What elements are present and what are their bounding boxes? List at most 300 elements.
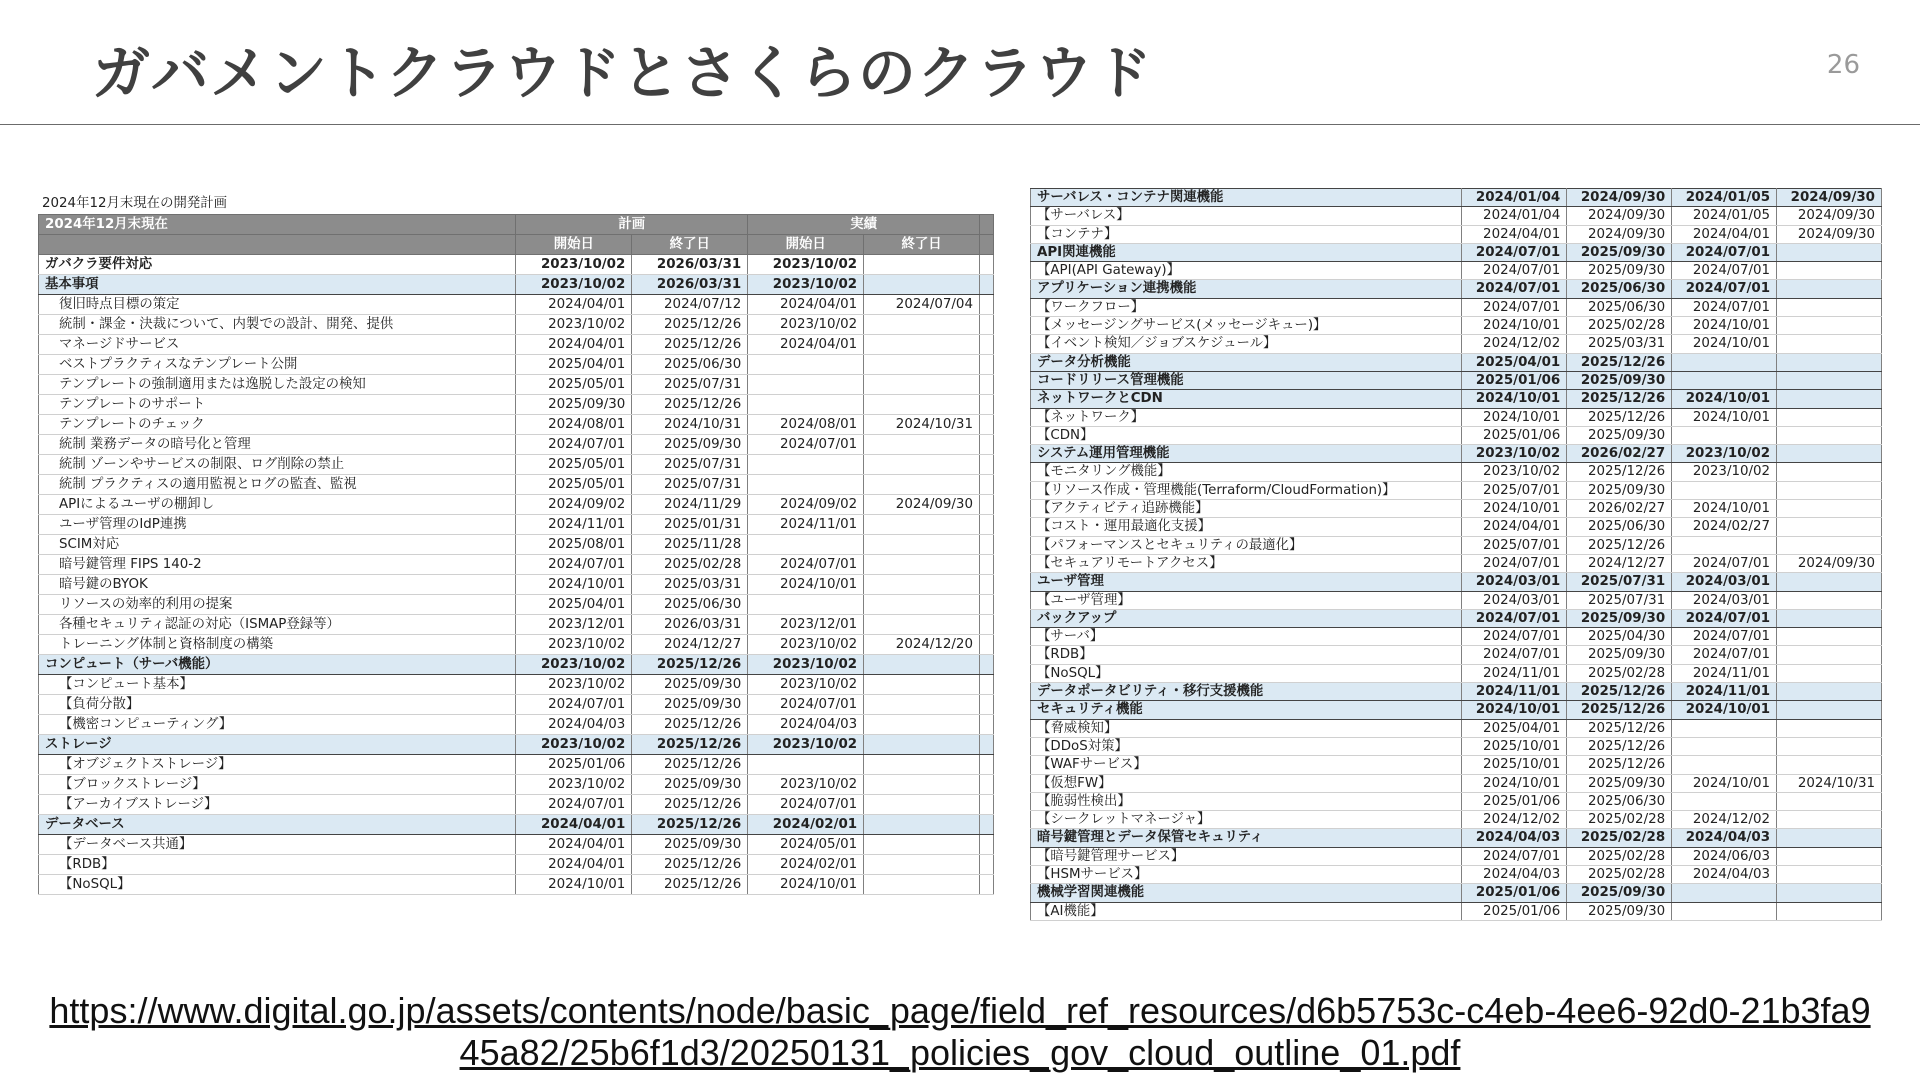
table-group-row	[1031, 371, 1882, 389]
plan-end-cell: 2025/12/26	[632, 315, 748, 335]
table-row	[39, 395, 994, 415]
table-row	[1031, 262, 1882, 280]
actual-start-cell	[1672, 737, 1777, 755]
plan-start-cell: 2024/09/02	[516, 495, 632, 515]
actual-start-cell: 2024/07/01	[748, 695, 864, 715]
plan-start-cell: 2023/10/02	[516, 275, 632, 295]
table-row	[39, 375, 994, 395]
plan-end-cell: 2025/12/26	[1567, 737, 1672, 755]
actual-end-cell	[864, 815, 980, 835]
plan-end-cell: 2025/12/26	[1567, 390, 1672, 408]
plan-start-cell: 2024/11/01	[1462, 664, 1567, 682]
actual-start-cell: 2024/05/01	[748, 835, 864, 855]
table-row	[39, 875, 994, 895]
plan-start-cell: 2024/07/01	[1462, 847, 1567, 865]
actual-start-cell	[1672, 902, 1777, 920]
plan-start-cell: 2024/07/01	[1462, 262, 1567, 280]
row-name-cell: 【API(API Gateway)】	[1031, 262, 1462, 280]
plan-start-cell: 2023/10/02	[1462, 445, 1567, 463]
actual-start-cell: 2024/03/01	[1672, 591, 1777, 609]
actual-start-cell	[748, 375, 864, 395]
actual-end-cell	[864, 275, 980, 295]
header-actual-end: 終了日	[864, 235, 980, 255]
table-row	[1031, 317, 1882, 335]
row-name-cell: システム運用管理機能	[1031, 445, 1462, 463]
actual-end-cell	[1777, 792, 1882, 810]
actual-end-cell	[1777, 719, 1882, 737]
plan-end-cell: 2025/02/28	[1567, 865, 1672, 883]
plan-start-cell: 2025/09/30	[516, 395, 632, 415]
plan-start-cell: 2024/07/01	[516, 555, 632, 575]
table-row	[39, 335, 994, 355]
table-row	[1031, 554, 1882, 572]
row-name-cell: リソースの効率的利用の提案	[39, 595, 516, 615]
plan-start-cell: 2024/10/01	[516, 875, 632, 895]
table-row	[1031, 792, 1882, 810]
spacer-cell	[979, 755, 993, 775]
plan-end-cell: 2025/12/26	[1567, 719, 1672, 737]
plan-start-cell: 2025/01/06	[1462, 884, 1567, 902]
plan-end-cell: 2025/09/30	[1567, 884, 1672, 902]
table-group-row	[1031, 683, 1882, 701]
plan-start-cell: 2023/10/02	[516, 675, 632, 695]
schedule-table-right	[1030, 188, 1882, 921]
table-row	[1031, 719, 1882, 737]
actual-end-cell	[1777, 573, 1882, 591]
row-name-cell: 【セキュアリモートアクセス】	[1031, 554, 1462, 572]
plan-end-cell: 2025/09/30	[1567, 371, 1672, 389]
table-row	[1031, 463, 1882, 481]
actual-end-cell: 2024/10/31	[864, 415, 980, 435]
plan-start-cell: 2025/01/06	[516, 755, 632, 775]
table-row	[39, 295, 994, 315]
row-name-cell: 【ブロックストレージ】	[39, 775, 516, 795]
plan-end-cell: 2025/12/26	[1567, 408, 1672, 426]
actual-end-cell	[1777, 426, 1882, 444]
source-link[interactable]: https://www.digital.go.jp/assets/contents/node/basic_page/field_ref_resources/d6b5753c-c4eb-4ee6-92d0-21b3fa945a82/25b6f1d3/20250131_policies_gov_cloud_outline_01.pdf	[49, 990, 1871, 1073]
row-name-cell: 【WAFサービス】	[1031, 756, 1462, 774]
table-group-row	[39, 735, 994, 755]
table-row	[39, 635, 994, 655]
plan-end-cell: 2025/02/28	[1567, 811, 1672, 829]
table-group-row	[1031, 884, 1882, 902]
row-name-cell: 【脆弱性検出】	[1031, 792, 1462, 810]
actual-start-cell: 2023/10/02	[748, 255, 864, 275]
actual-end-cell	[1777, 701, 1882, 719]
actual-end-cell: 2024/10/31	[1777, 774, 1882, 792]
actual-start-cell: 2024/07/01	[748, 435, 864, 455]
plan-start-cell: 2024/04/03	[1462, 865, 1567, 883]
plan-end-cell: 2025/12/26	[1567, 463, 1672, 481]
table-group-row	[39, 655, 994, 675]
actual-start-cell: 2024/06/03	[1672, 847, 1777, 865]
row-name-cell: バックアップ	[1031, 609, 1462, 627]
row-name-cell: データベース	[39, 815, 516, 835]
plan-end-cell: 2025/04/30	[1567, 628, 1672, 646]
plan-end-cell: 2025/09/30	[632, 695, 748, 715]
actual-end-cell	[864, 855, 980, 875]
actual-start-cell: 2023/10/02	[748, 635, 864, 655]
plan-end-cell: 2025/07/31	[632, 375, 748, 395]
spacer-cell	[979, 495, 993, 515]
row-name-cell: トレーニング体制と資格制度の構築	[39, 635, 516, 655]
table-row	[39, 675, 994, 695]
actual-start-cell: 2024/07/01	[748, 555, 864, 575]
plan-end-cell: 2025/12/26	[632, 395, 748, 415]
header-plan: 計画	[516, 215, 748, 235]
row-name-cell: 【コンテナ】	[1031, 225, 1462, 243]
row-name-cell: 【サーバ】	[1031, 628, 1462, 646]
plan-end-cell: 2024/12/27	[1567, 554, 1672, 572]
plan-start-cell: 2025/05/01	[516, 475, 632, 495]
actual-start-cell: 2024/07/01	[1672, 554, 1777, 572]
plan-end-cell: 2025/07/31	[1567, 573, 1672, 591]
actual-start-cell: 2024/10/01	[1672, 774, 1777, 792]
actual-start-cell: 2024/04/01	[748, 295, 864, 315]
table-group-row	[1031, 243, 1882, 261]
actual-start-cell	[1672, 353, 1777, 371]
row-name-cell: データポータビリティ・移行支援機能	[1031, 683, 1462, 701]
header-actual: 実績	[748, 215, 980, 235]
table-row	[1031, 646, 1882, 664]
row-name-cell: ユーザ管理のIdP連携	[39, 515, 516, 535]
actual-end-cell	[1777, 829, 1882, 847]
table-row	[1031, 865, 1882, 883]
plan-start-cell: 2025/05/01	[516, 455, 632, 475]
table-row	[1031, 847, 1882, 865]
plan-end-cell: 2024/11/29	[632, 495, 748, 515]
spacer-cell	[979, 415, 993, 435]
plan-start-cell: 2024/04/01	[516, 835, 632, 855]
actual-end-cell	[1777, 298, 1882, 316]
row-name-cell: サーバレス・コンテナ関連機能	[1031, 189, 1462, 207]
plan-end-cell: 2025/12/26	[1567, 536, 1672, 554]
row-name-cell: 【HSMサービス】	[1031, 865, 1462, 883]
table-row	[1031, 536, 1882, 554]
actual-end-cell	[864, 455, 980, 475]
spacer-cell	[979, 255, 993, 275]
table-row	[1031, 207, 1882, 225]
actual-start-cell: 2024/07/01	[1672, 262, 1777, 280]
spacer-cell	[979, 475, 993, 495]
actual-end-cell	[864, 675, 980, 695]
actual-end-cell	[1777, 591, 1882, 609]
row-name-cell: 【モニタリング機能】	[1031, 463, 1462, 481]
plan-end-cell: 2026/02/27	[1567, 500, 1672, 518]
plan-start-cell: 2025/04/01	[516, 595, 632, 615]
table-row	[1031, 591, 1882, 609]
plan-start-cell: 2025/10/01	[1462, 756, 1567, 774]
plan-start-cell: 2023/10/02	[516, 775, 632, 795]
plan-start-cell: 2024/04/01	[516, 855, 632, 875]
plan-end-cell: 2025/02/28	[632, 555, 748, 575]
actual-start-cell	[748, 595, 864, 615]
header-plan-start: 開始日	[516, 235, 632, 255]
spacer-cell	[979, 355, 993, 375]
plan-start-cell: 2024/03/01	[1462, 573, 1567, 591]
plan-end-cell: 2025/09/30	[632, 835, 748, 855]
plan-start-cell: 2025/01/06	[1462, 371, 1567, 389]
spacer-cell	[979, 815, 993, 835]
spacer-cell	[979, 335, 993, 355]
table-group-row	[39, 275, 994, 295]
actual-start-cell: 2024/07/01	[1672, 243, 1777, 261]
table-group-row	[1031, 573, 1882, 591]
table-row	[1031, 426, 1882, 444]
table-caption: 2024年12月末現在の開発計画	[42, 196, 228, 211]
table-row	[1031, 737, 1882, 755]
actual-end-cell	[1777, 500, 1882, 518]
actual-end-cell	[1777, 646, 1882, 664]
plan-start-cell: 2025/01/06	[1462, 426, 1567, 444]
table-row	[1031, 225, 1882, 243]
actual-end-cell	[864, 615, 980, 635]
plan-start-cell: 2025/08/01	[516, 535, 632, 555]
row-name-cell: 機械学習関連機能	[1031, 884, 1462, 902]
row-name-cell: 【サーバレス】	[1031, 207, 1462, 225]
table-row	[39, 435, 994, 455]
plan-start-cell: 2025/01/06	[1462, 792, 1567, 810]
plan-end-cell: 2025/11/28	[632, 535, 748, 555]
table-row	[39, 455, 994, 475]
actual-start-cell: 2024/01/05	[1672, 189, 1777, 207]
row-name-cell: 【ユーザ管理】	[1031, 591, 1462, 609]
page-number: 26	[1826, 50, 1860, 80]
plan-start-cell: 2024/08/01	[516, 415, 632, 435]
actual-end-cell	[1777, 865, 1882, 883]
spacer-cell	[979, 775, 993, 795]
row-name-cell: 【アーカイブストレージ】	[39, 795, 516, 815]
actual-start-cell: 2024/11/01	[1672, 683, 1777, 701]
actual-end-cell	[1777, 884, 1882, 902]
actual-start-cell: 2023/10/02	[1672, 463, 1777, 481]
plan-start-cell: 2024/10/01	[1462, 500, 1567, 518]
slide-title: ガバメントクラウドとさくらのクラウド	[92, 39, 1153, 107]
spacer-cell	[979, 855, 993, 875]
actual-end-cell	[864, 575, 980, 595]
actual-end-cell	[864, 335, 980, 355]
plan-start-cell: 2024/03/01	[1462, 591, 1567, 609]
table-row	[39, 855, 994, 875]
table-group-row	[39, 255, 994, 275]
actual-end-cell	[1777, 518, 1882, 536]
plan-start-cell: 2024/04/03	[1462, 829, 1567, 847]
row-name-cell: 【負荷分散】	[39, 695, 516, 715]
actual-start-cell: 2023/10/02	[748, 275, 864, 295]
actual-end-cell	[1777, 262, 1882, 280]
actual-start-cell: 2024/10/01	[1672, 390, 1777, 408]
table-row	[1031, 902, 1882, 920]
row-name-cell: 【RDB】	[39, 855, 516, 875]
actual-end-cell	[1777, 847, 1882, 865]
table-row	[39, 495, 994, 515]
plan-start-cell: 2024/04/01	[1462, 518, 1567, 536]
actual-start-cell: 2024/04/03	[748, 715, 864, 735]
table-row	[1031, 481, 1882, 499]
plan-start-cell: 2024/10/01	[1462, 390, 1567, 408]
spacer-cell	[979, 635, 993, 655]
actual-start-cell: 2023/10/02	[1672, 445, 1777, 463]
row-name-cell: 【コンピュート基本】	[39, 675, 516, 695]
plan-start-cell: 2024/07/01	[516, 795, 632, 815]
row-name-cell: セキュリティ機能	[1031, 701, 1462, 719]
actual-end-cell: 2024/09/30	[1777, 207, 1882, 225]
row-name-cell: 【DDoS対策】	[1031, 737, 1462, 755]
actual-start-cell: 2024/09/02	[748, 495, 864, 515]
plan-start-cell: 2025/10/01	[1462, 737, 1567, 755]
row-name-cell: 【機密コンピューティング】	[39, 715, 516, 735]
plan-end-cell: 2025/12/26	[632, 855, 748, 875]
plan-end-cell: 2024/09/30	[1567, 189, 1672, 207]
row-name-cell: 統制 プラクティスの適用監視とログの監査、監視	[39, 475, 516, 495]
plan-start-cell: 2024/07/01	[1462, 298, 1567, 316]
plan-start-cell: 2024/10/01	[1462, 408, 1567, 426]
actual-end-cell	[1777, 756, 1882, 774]
row-name-cell: ベストプラクティスなテンプレート公開	[39, 355, 516, 375]
plan-end-cell: 2025/02/28	[1567, 664, 1672, 682]
header-actual-start: 開始日	[748, 235, 864, 255]
plan-start-cell: 2024/10/01	[1462, 317, 1567, 335]
plan-end-cell: 2025/12/26	[1567, 756, 1672, 774]
row-name-cell: ストレージ	[39, 735, 516, 755]
actual-end-cell	[864, 595, 980, 615]
table-row	[1031, 335, 1882, 353]
actual-end-cell	[864, 735, 980, 755]
row-name-cell: アプリケーション連携機能	[1031, 280, 1462, 298]
plan-start-cell: 2025/04/01	[1462, 353, 1567, 371]
spacer-cell	[979, 535, 993, 555]
spacer-cell	[979, 315, 993, 335]
plan-start-cell: 2024/07/01	[516, 435, 632, 455]
plan-end-cell: 2025/02/28	[1567, 317, 1672, 335]
plan-end-cell: 2025/12/26	[1567, 683, 1672, 701]
row-name-cell: 基本事項	[39, 275, 516, 295]
plan-start-cell: 2024/07/01	[1462, 609, 1567, 627]
actual-start-cell: 2023/12/01	[748, 615, 864, 635]
plan-start-cell: 2025/04/01	[516, 355, 632, 375]
actual-end-cell	[1777, 390, 1882, 408]
table-row	[1031, 774, 1882, 792]
actual-end-cell	[1777, 481, 1882, 499]
spacer-cell	[979, 595, 993, 615]
actual-end-cell	[864, 875, 980, 895]
plan-end-cell: 2024/09/30	[1567, 225, 1672, 243]
actual-end-cell: 2024/09/30	[864, 495, 980, 515]
actual-start-cell: 2024/07/01	[1672, 298, 1777, 316]
plan-start-cell: 2024/12/02	[1462, 811, 1567, 829]
actual-start-cell: 2024/10/01	[748, 575, 864, 595]
table-group-row	[1031, 353, 1882, 371]
actual-start-cell	[748, 455, 864, 475]
actual-end-cell	[864, 775, 980, 795]
plan-start-cell: 2025/07/01	[1462, 481, 1567, 499]
spacer-cell	[979, 695, 993, 715]
spacer-cell	[979, 735, 993, 755]
actual-start-cell: 2024/04/03	[1672, 829, 1777, 847]
spacer-cell	[979, 655, 993, 675]
actual-end-cell	[1777, 445, 1882, 463]
row-name-cell: ガバクラ要件対応	[39, 255, 516, 275]
table-row	[39, 715, 994, 735]
plan-end-cell: 2025/12/26	[632, 735, 748, 755]
plan-start-cell: 2024/04/01	[1462, 225, 1567, 243]
table-row	[39, 695, 994, 715]
actual-end-cell	[864, 535, 980, 555]
table-row	[39, 555, 994, 575]
plan-end-cell: 2025/12/26	[632, 795, 748, 815]
spacer-cell	[979, 835, 993, 855]
table-row	[1031, 298, 1882, 316]
plan-end-cell: 2025/02/28	[1567, 829, 1672, 847]
spacer-cell	[979, 375, 993, 395]
row-name-cell: 暗号鍵管理 FIPS 140-2	[39, 555, 516, 575]
row-name-cell: 【リソース作成・管理機能(Terraform/CloudFormation)】	[1031, 481, 1462, 499]
row-name-cell: テンプレートのチェック	[39, 415, 516, 435]
row-name-cell: API関連機能	[1031, 243, 1462, 261]
actual-start-cell	[748, 395, 864, 415]
actual-end-cell: 2024/09/30	[1777, 189, 1882, 207]
actual-start-cell: 2024/10/01	[1672, 408, 1777, 426]
plan-start-cell: 2025/05/01	[516, 375, 632, 395]
actual-end-cell	[864, 515, 980, 535]
spacer-cell	[979, 715, 993, 735]
plan-start-cell: 2024/11/01	[1462, 683, 1567, 701]
actual-end-cell	[1777, 335, 1882, 353]
header-as-of: 2024年12月末現在	[39, 215, 516, 235]
plan-start-cell: 2023/10/02	[516, 315, 632, 335]
actual-end-cell: 2024/07/04	[864, 295, 980, 315]
actual-start-cell: 2024/10/01	[1672, 317, 1777, 335]
plan-end-cell: 2025/06/30	[1567, 280, 1672, 298]
actual-start-cell: 2023/10/02	[748, 675, 864, 695]
row-name-cell: 【ワークフロー】	[1031, 298, 1462, 316]
table-row	[39, 595, 994, 615]
row-name-cell: 【メッセージングサービス(メッセージキュー)】	[1031, 317, 1462, 335]
row-name-cell: ユーザ管理	[1031, 573, 1462, 591]
plan-start-cell: 2024/07/01	[1462, 554, 1567, 572]
row-name-cell: テンプレートの強制適用または逸脱した設定の検知	[39, 375, 516, 395]
plan-start-cell: 2024/10/01	[1462, 774, 1567, 792]
table-row	[1031, 756, 1882, 774]
row-name-cell: 【データベース共通】	[39, 835, 516, 855]
plan-start-cell: 2025/04/01	[1462, 719, 1567, 737]
plan-end-cell: 2025/07/31	[632, 455, 748, 475]
plan-end-cell: 2026/03/31	[632, 255, 748, 275]
actual-start-cell: 2024/11/01	[748, 515, 864, 535]
plan-start-cell: 2024/10/01	[1462, 701, 1567, 719]
spacer-cell	[979, 615, 993, 635]
actual-start-cell: 2024/10/01	[1672, 701, 1777, 719]
plan-end-cell: 2025/06/30	[1567, 792, 1672, 810]
plan-end-cell: 2025/06/30	[632, 595, 748, 615]
actual-start-cell: 2024/07/01	[1672, 609, 1777, 627]
plan-end-cell: 2025/07/31	[1567, 591, 1672, 609]
table-row	[1031, 408, 1882, 426]
actual-end-cell	[1777, 664, 1882, 682]
plan-start-cell: 2024/07/01	[516, 695, 632, 715]
actual-end-cell	[864, 795, 980, 815]
row-name-cell: 統制 ゾーンやサービスの制限、ログ削除の禁止	[39, 455, 516, 475]
plan-end-cell: 2025/09/30	[632, 435, 748, 455]
row-name-cell: ネットワークとCDN	[1031, 390, 1462, 408]
actual-end-cell: 2024/12/20	[864, 635, 980, 655]
plan-end-cell: 2025/06/30	[632, 355, 748, 375]
table-group-row	[1031, 829, 1882, 847]
plan-start-cell: 2023/10/02	[516, 655, 632, 675]
plan-start-cell: 2024/07/01	[1462, 628, 1567, 646]
table-row	[1031, 500, 1882, 518]
row-name-cell: テンプレートのサポート	[39, 395, 516, 415]
